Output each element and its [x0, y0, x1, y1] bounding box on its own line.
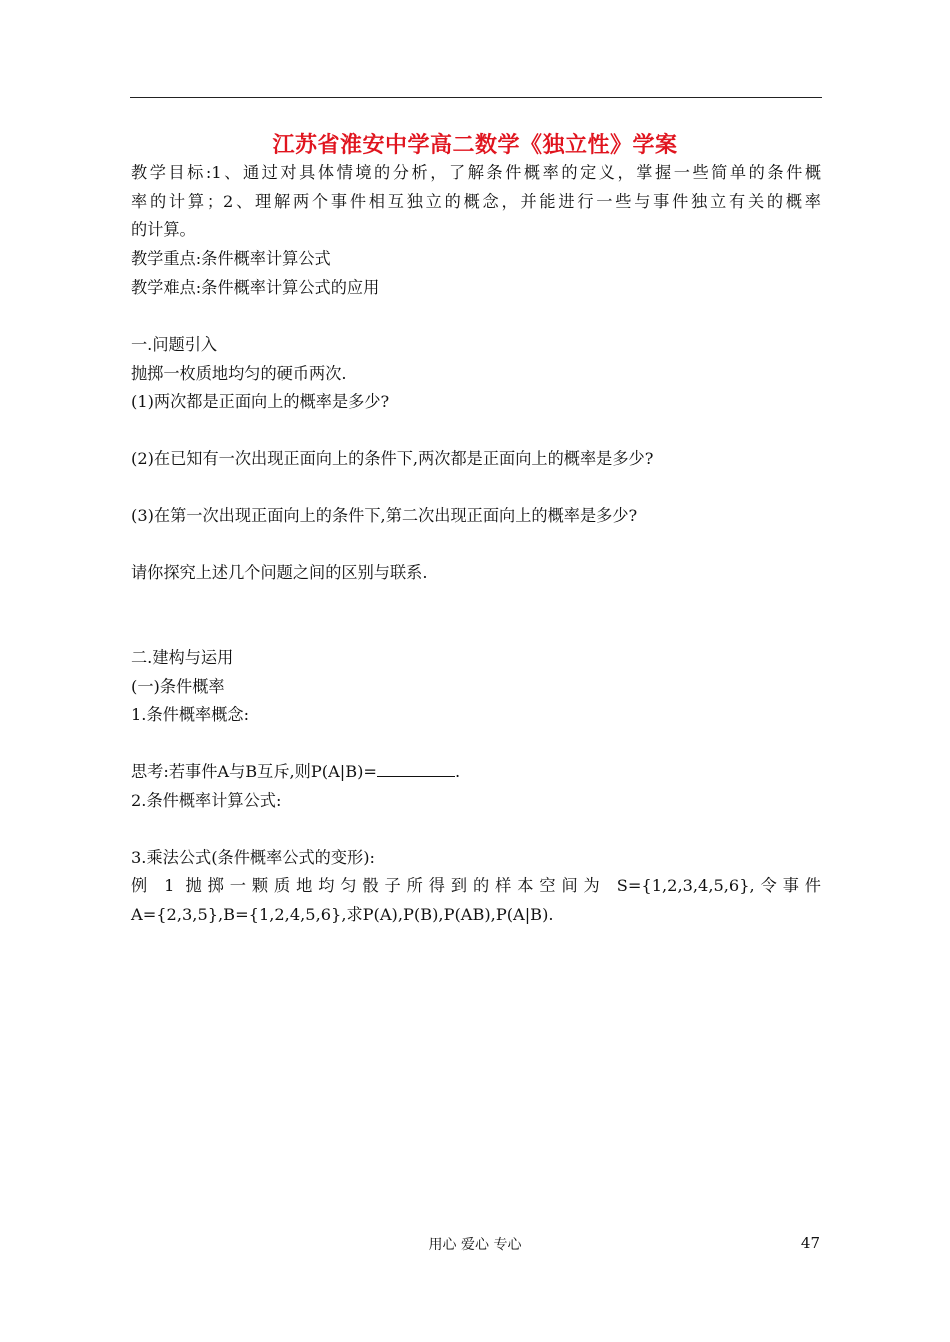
example-1-line-2: A={2,3,5},B={1,2,4,5,6},求P(A),P(B),P(AB),P(A|B).	[131, 905, 554, 924]
example-1-line-1: 例 1 抛掷一颗质地均匀骰子所得到的样本空间为 S={1,2,3,4,5,6},令事件	[131, 876, 821, 895]
page-number: 47	[800, 1234, 820, 1252]
key-point: 教学重点:条件概率计算公式	[131, 249, 331, 268]
question-2: (2)在已知有一次出现正面向上的条件下,两次都是正面向上的概率是多少?	[131, 449, 654, 468]
header-rule	[130, 97, 822, 98]
objectives-line-3: 的计算。	[131, 220, 196, 239]
difficulty: 教学难点:条件概率计算公式的应用	[131, 278, 380, 297]
question-3: (3)在第一次出现正面向上的条件下,第二次出现正面向上的概率是多少?	[131, 506, 638, 525]
item-concept: 1.条件概率概念:	[131, 705, 250, 724]
think-question-text: 思考:若事件A与B互斥,则P(A|B)=	[131, 762, 377, 781]
objectives-line-1: 教学目标:1、通过对具体情境的分析，了解条件概率的定义，掌握一些简单的条件概	[131, 163, 821, 182]
footer-text: 用心 爱心 专心	[428, 1237, 522, 1253]
item-multiplication-rule: 3.乘法公式(条件概率公式的变形):	[131, 848, 375, 867]
section1-intro: 抛掷一枚质地均匀的硬币两次.	[131, 364, 347, 383]
think-question-end: .	[455, 762, 461, 781]
think-question	[131, 761, 460, 783]
explore-prompt: 请你探究上述几个问题之间的区别与联系.	[131, 563, 428, 582]
section1-heading: 一.问题引入	[131, 335, 218, 354]
answer-blank[interactable]	[377, 762, 455, 777]
section2-heading: 二.建构与运用	[131, 648, 234, 667]
subsection-conditional-probability: (一)条件概率	[131, 677, 225, 696]
item-formula: 2.条件概率计算公式:	[131, 791, 282, 810]
document-title: 江苏省淮安中学高二数学《独立性》学案	[272, 133, 678, 158]
objectives-line-2: 率的计算；2、理解两个事件相互独立的概念，并能进行一些与事件独立有关的概率	[131, 192, 821, 211]
question-1: (1)两次都是正面向上的概率是多少?	[131, 392, 390, 411]
